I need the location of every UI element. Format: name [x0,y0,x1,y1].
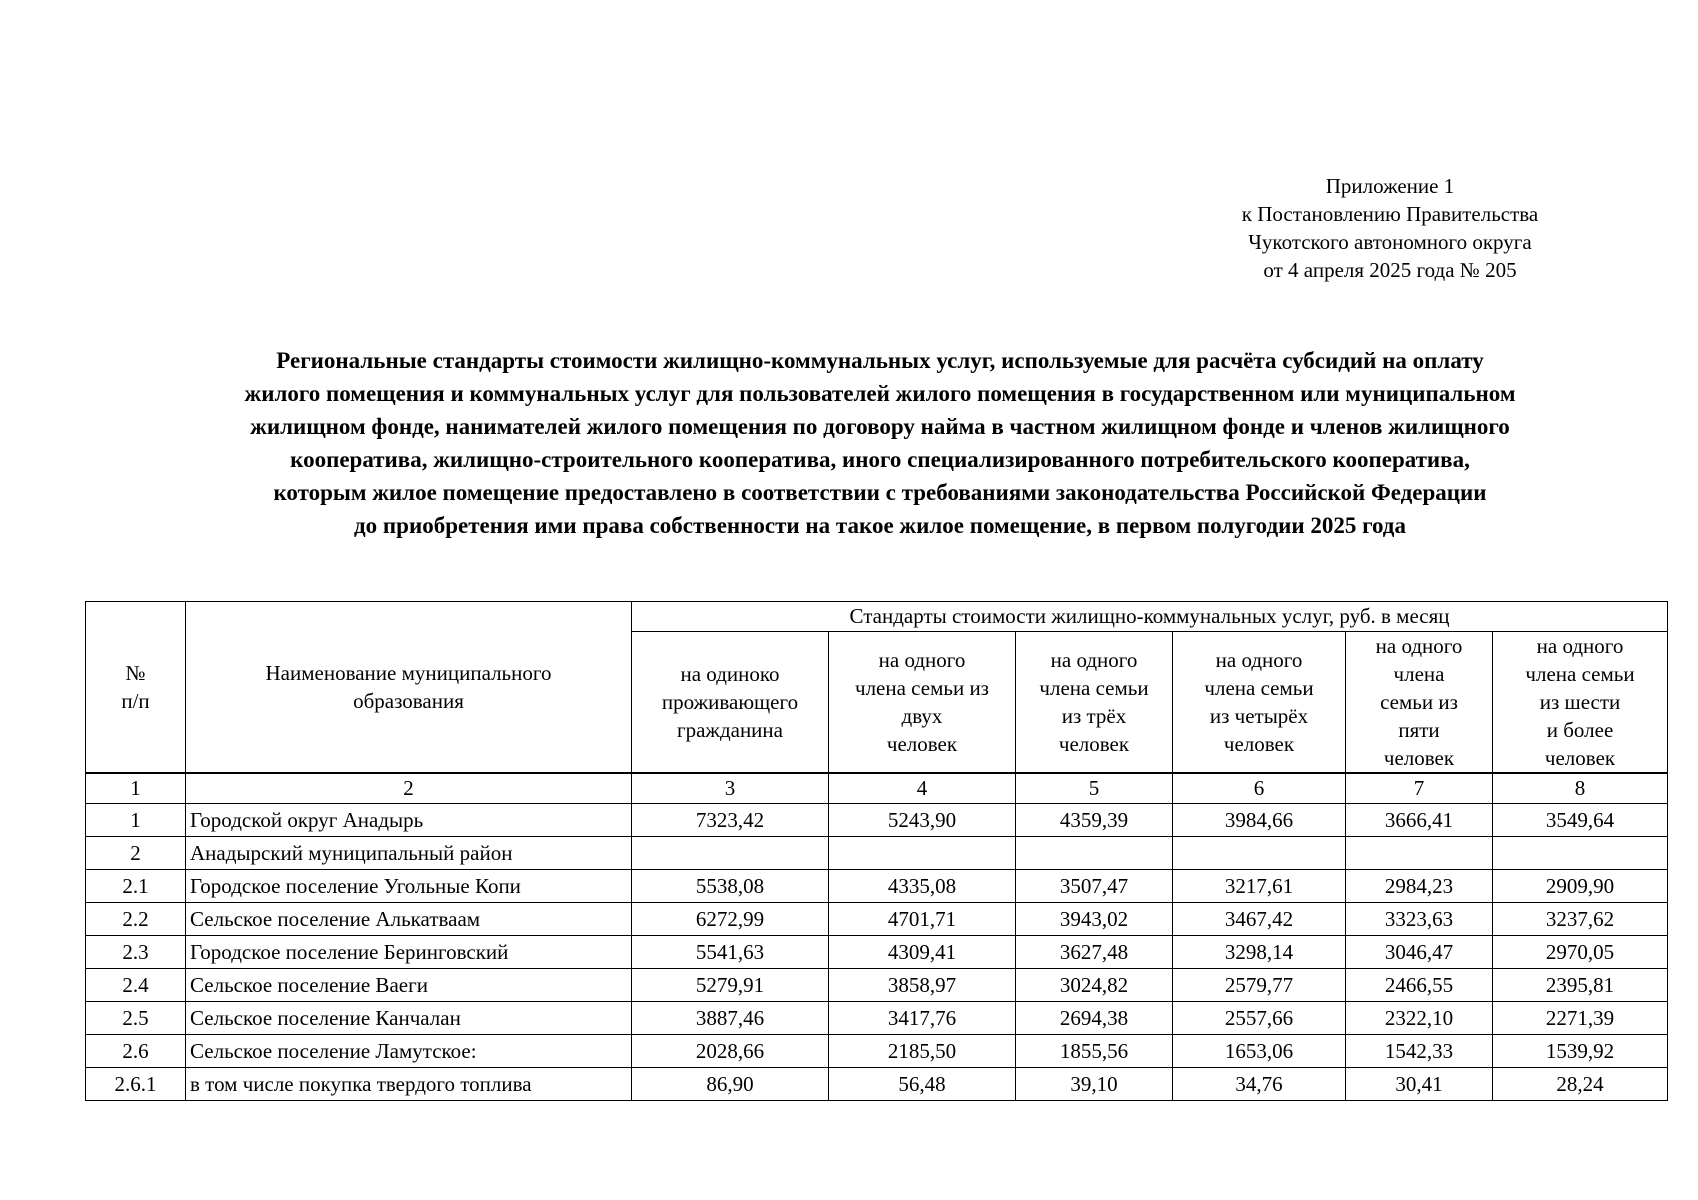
row-value: 3984,66 [1173,804,1346,837]
column-number: 7 [1346,773,1493,804]
row-value: 56,48 [829,1068,1016,1101]
row-value: 6272,99 [632,903,829,936]
header-line: человек [886,732,958,756]
header-line: человек [1383,746,1455,770]
header-municipality-line: Наименование муниципального [265,661,552,685]
row-value: 4359,39 [1016,804,1173,837]
header-line: члена семьи [1525,662,1635,686]
title-line: кооператива, жилищно-строительного кооператива, иного специализированного потребительского кооператива, [290,447,1470,472]
row-value: 2557,66 [1173,1002,1346,1035]
row-value: 3237,62 [1493,903,1668,936]
row-value: 7323,42 [632,804,829,837]
table-row [86,969,1668,1002]
table-row [86,837,1668,870]
appendix-line: Приложение 1 [1325,174,1455,198]
title-line: до приобретения ими права собственности на такое жилое помещение, в первом полугодии 2025 года [354,513,1406,538]
row-value: 1539,92 [1493,1035,1668,1068]
row-municipality-name: Сельское поселение Ваеги [186,969,632,1002]
row-municipality-name: Анадырский муниципальный район [186,837,632,870]
row-value: 2694,38 [1016,1002,1173,1035]
title-line: жилого помещения и коммунальных услуг для пользователей жилого помещения в государственном или муниципальном [244,381,1516,406]
appendix-block [1180,172,1600,284]
header-family-of-six-plus [1493,632,1668,774]
row-value: 5541,63 [632,936,829,969]
row-value: 2271,39 [1493,1002,1668,1035]
header-line: гражданина [677,718,783,742]
column-number: 8 [1493,773,1668,804]
row-value: 2579,77 [1173,969,1346,1002]
row-value: 3627,48 [1016,936,1173,969]
header-line: члена [1393,662,1445,686]
row-value [1016,837,1173,870]
row-value: 5279,91 [632,969,829,1002]
standards-table [85,601,1668,1101]
row-value: 3467,42 [1173,903,1346,936]
row-value: 1653,06 [1173,1035,1346,1068]
row-value: 2028,66 [632,1035,829,1068]
row-index: 2.1 [86,870,186,903]
header-municipality [186,602,632,774]
header-family-of-five [1346,632,1493,774]
header-line: двух [901,704,943,728]
row-value [1493,837,1668,870]
row-value: 5538,08 [632,870,829,903]
title-line: которым жилое помещение предоставлено в соответствии с требованиями законодательства Российской Федерации [273,480,1487,505]
row-index: 2.6.1 [86,1068,186,1101]
header-number-line: п/п [121,689,150,713]
header-line: на одного [1375,634,1463,658]
row-value [632,837,829,870]
table-row [86,804,1668,837]
header-family-of-two [829,632,1016,774]
row-value: 30,41 [1346,1068,1493,1101]
column-number: 2 [186,773,632,804]
row-value: 3666,41 [1346,804,1493,837]
header-line: на одного [1050,648,1138,672]
header-line: на одного [1215,648,1303,672]
header-municipality-line: образования [353,689,464,713]
appendix-line: от 4 апреля 2025 года № 205 [1263,258,1517,282]
table-row [86,903,1668,936]
column-number-row [86,773,1668,804]
row-value: 3024,82 [1016,969,1173,1002]
header-line: из трёх [1061,704,1127,728]
row-value: 4335,08 [829,870,1016,903]
row-value: 34,76 [1173,1068,1346,1101]
row-value: 1542,33 [1346,1035,1493,1068]
row-municipality-name: Сельское поселение Ламутское: [186,1035,632,1068]
row-value: 3507,47 [1016,870,1173,903]
row-value: 1855,56 [1016,1035,1173,1068]
row-value: 86,90 [632,1068,829,1101]
row-value: 2970,05 [1493,936,1668,969]
header-line: человек [1058,732,1130,756]
row-index: 2.4 [86,969,186,1002]
row-value: 3323,63 [1346,903,1493,936]
row-value: 2322,10 [1346,1002,1493,1035]
row-municipality-name: в том числе покупка твердого топлива [186,1068,632,1101]
row-municipality-name: Городской округ Анадырь [186,804,632,837]
row-value: 39,10 [1016,1068,1173,1101]
row-index: 2.2 [86,903,186,936]
row-value: 3887,46 [632,1002,829,1035]
header-line: пяти [1398,718,1440,742]
appendix-line: к Постановлению Правительства [1241,202,1539,226]
column-number: 3 [632,773,829,804]
header-line: члена семьи из [855,676,989,700]
header-number [86,602,186,774]
header-line: семьи из [1380,690,1458,714]
column-number: 4 [829,773,1016,804]
row-value: 3298,14 [1173,936,1346,969]
row-index: 2.3 [86,936,186,969]
header-family-of-four [1173,632,1346,774]
document-title [80,344,1680,542]
row-index: 2 [86,837,186,870]
header-single-citizen [632,632,829,774]
row-value [829,837,1016,870]
row-index: 2.5 [86,1002,186,1035]
header-line: из шести [1539,690,1621,714]
table-row [86,870,1668,903]
header-line: проживающего [661,690,799,714]
header-line: члена семьи [1204,676,1314,700]
column-number: 1 [86,773,186,804]
header-line: из четырёх [1209,704,1309,728]
title-line: Региональные стандарты стоимости жилищно-коммунальных услуг, используемые для расчёта субсидий на оплату [276,348,1484,373]
table-row [86,936,1668,969]
header-line: члена семьи [1039,676,1149,700]
row-value: 3217,61 [1173,870,1346,903]
row-municipality-name: Городское поселение Угольные Копи [186,870,632,903]
row-municipality-name: Сельское поселение Канчалан [186,1002,632,1035]
row-value: 2466,55 [1346,969,1493,1002]
header-line: на одного [1536,634,1624,658]
header-line: человек [1544,746,1616,770]
title-line: жилищном фонде, нанимателей жилого помещения по договору найма в частном жилищном фонде и членов жилищного [250,414,1510,439]
row-value: 2395,81 [1493,969,1668,1002]
row-value: 3417,76 [829,1002,1016,1035]
row-value: 2909,90 [1493,870,1668,903]
row-value: 2185,50 [829,1035,1016,1068]
table-row [86,1068,1668,1101]
row-index: 2.6 [86,1035,186,1068]
header-number-line: № [125,661,146,685]
row-value: 2984,23 [1346,870,1493,903]
table-row [86,1035,1668,1068]
row-value: 3858,97 [829,969,1016,1002]
header-standards-group: Стандарты стоимости жилищно-коммунальных услуг, руб. в месяц [632,602,1668,632]
header-line: человек [1223,732,1295,756]
header-line: и более [1546,718,1614,742]
table-body [86,773,1668,1101]
row-value: 3046,47 [1346,936,1493,969]
row-municipality-name: Сельское поселение Алькатваам [186,903,632,936]
header-family-of-three [1016,632,1173,774]
row-value: 3549,64 [1493,804,1668,837]
column-number: 5 [1016,773,1173,804]
row-value: 3943,02 [1016,903,1173,936]
column-number: 6 [1173,773,1346,804]
row-index: 1 [86,804,186,837]
row-value [1173,837,1346,870]
row-value: 4309,41 [829,936,1016,969]
row-value: 5243,90 [829,804,1016,837]
row-municipality-name: Городское поселение Беринговский [186,936,632,969]
row-value: 28,24 [1493,1068,1668,1101]
header-line: на одного [878,648,966,672]
row-value: 4701,71 [829,903,1016,936]
table-header [86,602,1668,774]
row-value [1346,837,1493,870]
appendix-line: Чукотского автономного округа [1248,230,1532,254]
table-row [86,1002,1668,1035]
header-line: на одиноко [680,662,780,686]
